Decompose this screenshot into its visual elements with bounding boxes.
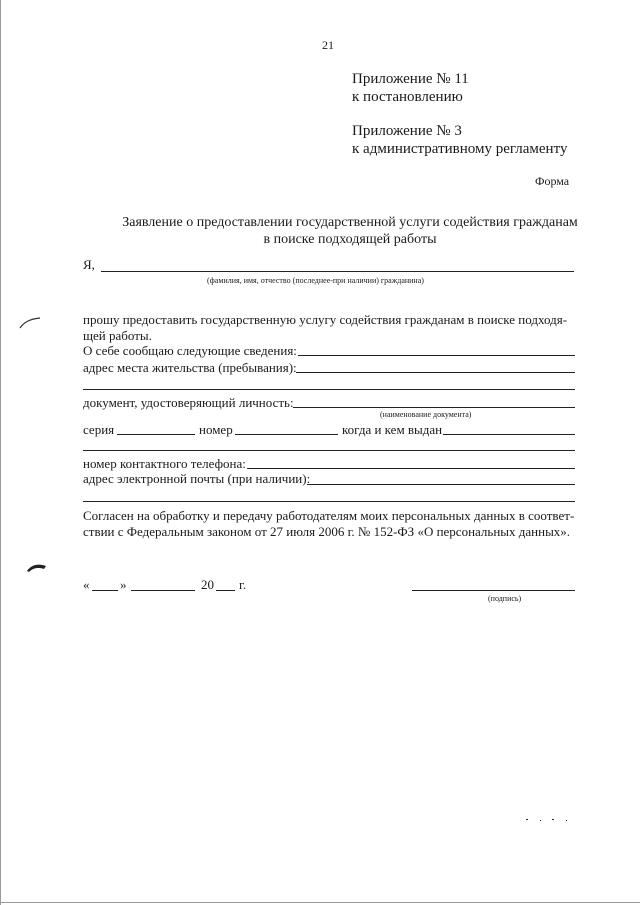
date-year-field[interactable] — [216, 590, 235, 591]
email-field[interactable] — [307, 484, 575, 485]
signature-caption: (подпись) — [488, 594, 522, 603]
identity-doc-field[interactable] — [293, 407, 575, 408]
series-label: серия — [83, 422, 115, 437]
scan-mark-lower-left — [26, 561, 48, 573]
series-field[interactable] — [117, 434, 195, 435]
title-line-1: Заявление о предоставлении государственной услуги содействия гражданам — [122, 215, 578, 230]
page-number: 21 — [322, 38, 334, 52]
date-year-suffix: г. — [239, 577, 247, 592]
number-field[interactable] — [235, 434, 338, 435]
applicant-name-field[interactable] — [101, 271, 574, 272]
date-month-field[interactable] — [131, 590, 195, 591]
to-regulation-label: к административному регламенту — [352, 141, 568, 157]
identity-doc-label: документ, удостоверяющий личность: — [83, 395, 294, 410]
date-year-prefix: 20 — [201, 577, 214, 592]
identity-doc-caption: (наименование документа) — [380, 410, 472, 419]
appendix-3-label: Приложение № 3 — [352, 123, 462, 139]
date-open-quote: « — [83, 577, 90, 592]
scan-speck — [540, 820, 541, 821]
applicant-prefix: Я, — [83, 257, 95, 272]
to-resolution-label: к постановлению — [352, 89, 463, 105]
applicant-caption: (фамилия, имя, отчество (последнее-при наличии) гражданина) — [207, 276, 424, 285]
issued-by-field[interactable] — [443, 434, 575, 435]
number-label: номер — [199, 422, 233, 437]
scan-speck — [566, 820, 567, 821]
scan-bottom-edge — [0, 902, 640, 903]
request-line-2: щей работы. — [83, 328, 152, 343]
scan-mark-upper-left — [18, 316, 44, 330]
request-line-1: прошу предоставить государственную услугу содействия гражданам в поиске подходя- — [83, 312, 568, 327]
consent-line-1: Согласен на обработку и передачу работодателям моих персональных данных в соответ- — [83, 508, 575, 523]
address-label: адрес места жительства (пребывания): — [83, 360, 297, 375]
phone-label: номер контактного телефона: — [83, 456, 246, 471]
issued-by-label: когда и кем выдан — [342, 422, 443, 437]
scan-left-edge — [0, 0, 1, 905]
about-self-field[interactable] — [298, 355, 575, 356]
about-self-label: О себе сообщаю следующие сведения: — [83, 343, 297, 358]
signature-field[interactable] — [412, 590, 575, 591]
date-day-field[interactable] — [92, 590, 118, 591]
phone-field[interactable] — [247, 468, 575, 469]
scan-speck — [552, 819, 554, 820]
appendix-11-label: Приложение № 11 — [352, 71, 469, 87]
consent-line-2: ствии с Федеральным законом от 27 июля 2006 г. № 152-ФЗ «О персональных данных». — [83, 524, 571, 539]
form-label: Форма — [535, 174, 570, 188]
scan-speck — [526, 819, 528, 820]
address-field[interactable] — [296, 372, 575, 373]
email-label: адрес электронной почты (при наличии): — [83, 471, 311, 486]
title-line-2: в поиске подходящей работы — [263, 232, 437, 247]
address-field-continued[interactable] — [83, 389, 575, 390]
issued-by-field-continued[interactable] — [83, 450, 575, 451]
date-close-quote: » — [120, 577, 127, 592]
email-field-continued[interactable] — [83, 501, 575, 502]
